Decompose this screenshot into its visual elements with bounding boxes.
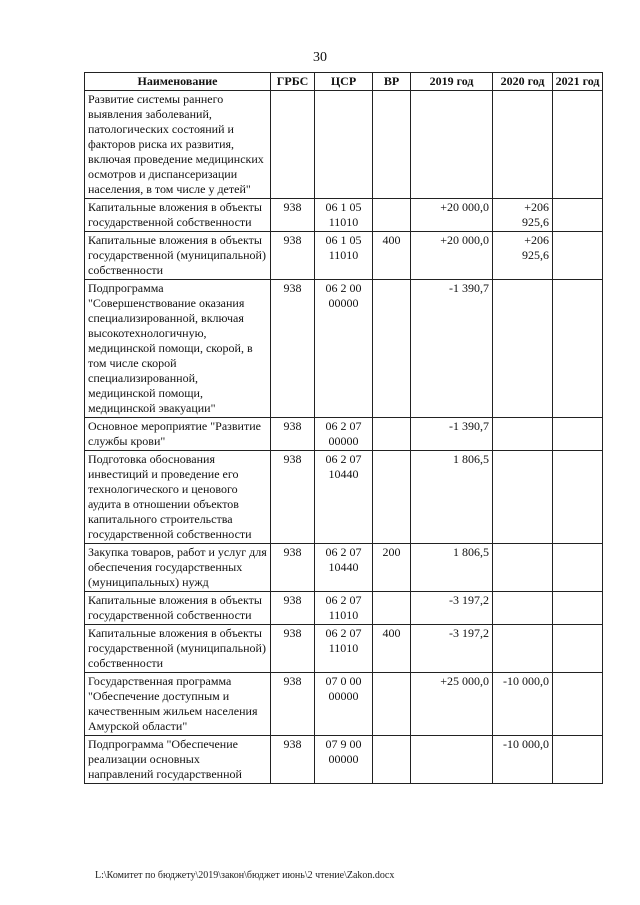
cell-2019 [411, 736, 493, 784]
header-2019: 2019 год [411, 73, 493, 91]
cell-2019: -3 197,2 [411, 625, 493, 673]
cell-vr: 400 [373, 232, 411, 280]
cell-name: Капитальные вложения в объекты государственной (муниципальной) собственности [85, 232, 271, 280]
cell-2019: -3 197,2 [411, 592, 493, 625]
table-row [85, 418, 603, 451]
cell-2019: +20 000,0 [411, 232, 493, 280]
cell-name: Капитальные вложения в объекты государственной (муниципальной) собственности [85, 625, 271, 673]
table-row [85, 544, 603, 592]
cell-2020 [493, 592, 553, 625]
cell-2021 [553, 199, 603, 232]
cell-vr [373, 280, 411, 418]
cell-csr [315, 91, 373, 199]
table-row [85, 91, 603, 199]
cell-name: Закупка товаров, работ и услуг для обеспечения государственных (муниципальных) нужд [85, 544, 271, 592]
cell-grbs: 938 [271, 199, 315, 232]
cell-2020 [493, 280, 553, 418]
cell-grbs: 938 [271, 418, 315, 451]
cell-grbs: 938 [271, 232, 315, 280]
cell-2019: -1 390,7 [411, 280, 493, 418]
cell-2019: +20 000,0 [411, 199, 493, 232]
cell-2021 [553, 544, 603, 592]
table-row [85, 451, 603, 544]
header-csr: ЦСР [315, 73, 373, 91]
cell-2019 [411, 91, 493, 199]
cell-csr: 07 0 00 00000 [315, 673, 373, 736]
cell-grbs [271, 91, 315, 199]
cell-vr [373, 199, 411, 232]
cell-2021 [553, 232, 603, 280]
table-row [85, 232, 603, 280]
cell-name: Развитие системы раннего выявления заболеваний, патологических состояний и факторов риска их развития, включая проведение медицинских осмотров и диспансеризации населения, в том числе у детей" [85, 91, 271, 199]
cell-vr: 200 [373, 544, 411, 592]
cell-grbs: 938 [271, 544, 315, 592]
cell-2020 [493, 625, 553, 673]
cell-grbs: 938 [271, 592, 315, 625]
cell-vr [373, 673, 411, 736]
cell-grbs: 938 [271, 736, 315, 784]
cell-name: Основное мероприятие "Развитие службы крови" [85, 418, 271, 451]
header-2021: 2021 год [553, 73, 603, 91]
cell-csr: 06 2 00 00000 [315, 280, 373, 418]
cell-csr: 06 1 05 11010 [315, 232, 373, 280]
header-name: Наименование [85, 73, 271, 91]
cell-csr: 06 2 07 00000 [315, 418, 373, 451]
cell-vr [373, 418, 411, 451]
header-vr: ВР [373, 73, 411, 91]
cell-2020 [493, 418, 553, 451]
cell-2020 [493, 544, 553, 592]
cell-grbs: 938 [271, 280, 315, 418]
cell-csr: 06 2 07 11010 [315, 625, 373, 673]
cell-vr [373, 736, 411, 784]
cell-name: Государственная программа "Обеспечение доступным и качественным жильем населения Амурской области" [85, 673, 271, 736]
cell-2020: +206 925,6 [493, 232, 553, 280]
table-row [85, 673, 603, 736]
cell-2021 [553, 280, 603, 418]
cell-2020 [493, 451, 553, 544]
table-header-row [85, 73, 603, 91]
cell-csr: 06 2 07 10440 [315, 544, 373, 592]
header-2020: 2020 год [493, 73, 553, 91]
cell-2019: 1 806,5 [411, 451, 493, 544]
cell-2020 [493, 91, 553, 199]
cell-name: Подпрограмма "Обеспечение реализации основных направлений государственной [85, 736, 271, 784]
cell-2020: -10 000,0 [493, 673, 553, 736]
table-row [85, 280, 603, 418]
cell-2021 [553, 625, 603, 673]
table-row [85, 625, 603, 673]
cell-vr [373, 451, 411, 544]
cell-2020: -10 000,0 [493, 736, 553, 784]
cell-csr: 07 9 00 00000 [315, 736, 373, 784]
cell-vr: 400 [373, 625, 411, 673]
cell-2019: 1 806,5 [411, 544, 493, 592]
cell-2021 [553, 673, 603, 736]
table-row [85, 592, 603, 625]
table-row [85, 736, 603, 784]
cell-2019: +25 000,0 [411, 673, 493, 736]
cell-name: Капитальные вложения в объекты государственной собственности [85, 199, 271, 232]
cell-name: Подпрограмма "Совершенствование оказания специализированной, включая высокотехнологичную, медицинской помощи, скорой, в том числе скорой специализированной, медицинской помощи, медицинской эвакуации" [85, 280, 271, 418]
footer-file-path: L:\Комитет по бюджету\2019\закон\бюджет июнь\2 чтение\Zakon.docx [95, 870, 395, 881]
cell-name: Капитальные вложения в объекты государственной собственности [85, 592, 271, 625]
table-row [85, 199, 603, 232]
cell-csr: 06 2 07 11010 [315, 592, 373, 625]
cell-vr [373, 91, 411, 199]
cell-2021 [553, 418, 603, 451]
cell-2021 [553, 91, 603, 199]
cell-grbs: 938 [271, 625, 315, 673]
cell-csr: 06 2 07 10440 [315, 451, 373, 544]
cell-2020: +206 925,6 [493, 199, 553, 232]
cell-name: Подготовка обоснования инвестиций и проведение его технологического и ценового аудита в отношении объектов капитального строительства государственной собственности [85, 451, 271, 544]
cell-2019: -1 390,7 [411, 418, 493, 451]
cell-vr [373, 592, 411, 625]
cell-2021 [553, 451, 603, 544]
cell-csr: 06 1 05 11010 [315, 199, 373, 232]
header-grbs: ГРБС [271, 73, 315, 91]
cell-grbs: 938 [271, 451, 315, 544]
cell-2021 [553, 736, 603, 784]
cell-grbs: 938 [271, 673, 315, 736]
budget-table [84, 72, 603, 784]
page-number: 30 [313, 50, 327, 65]
cell-2021 [553, 592, 603, 625]
